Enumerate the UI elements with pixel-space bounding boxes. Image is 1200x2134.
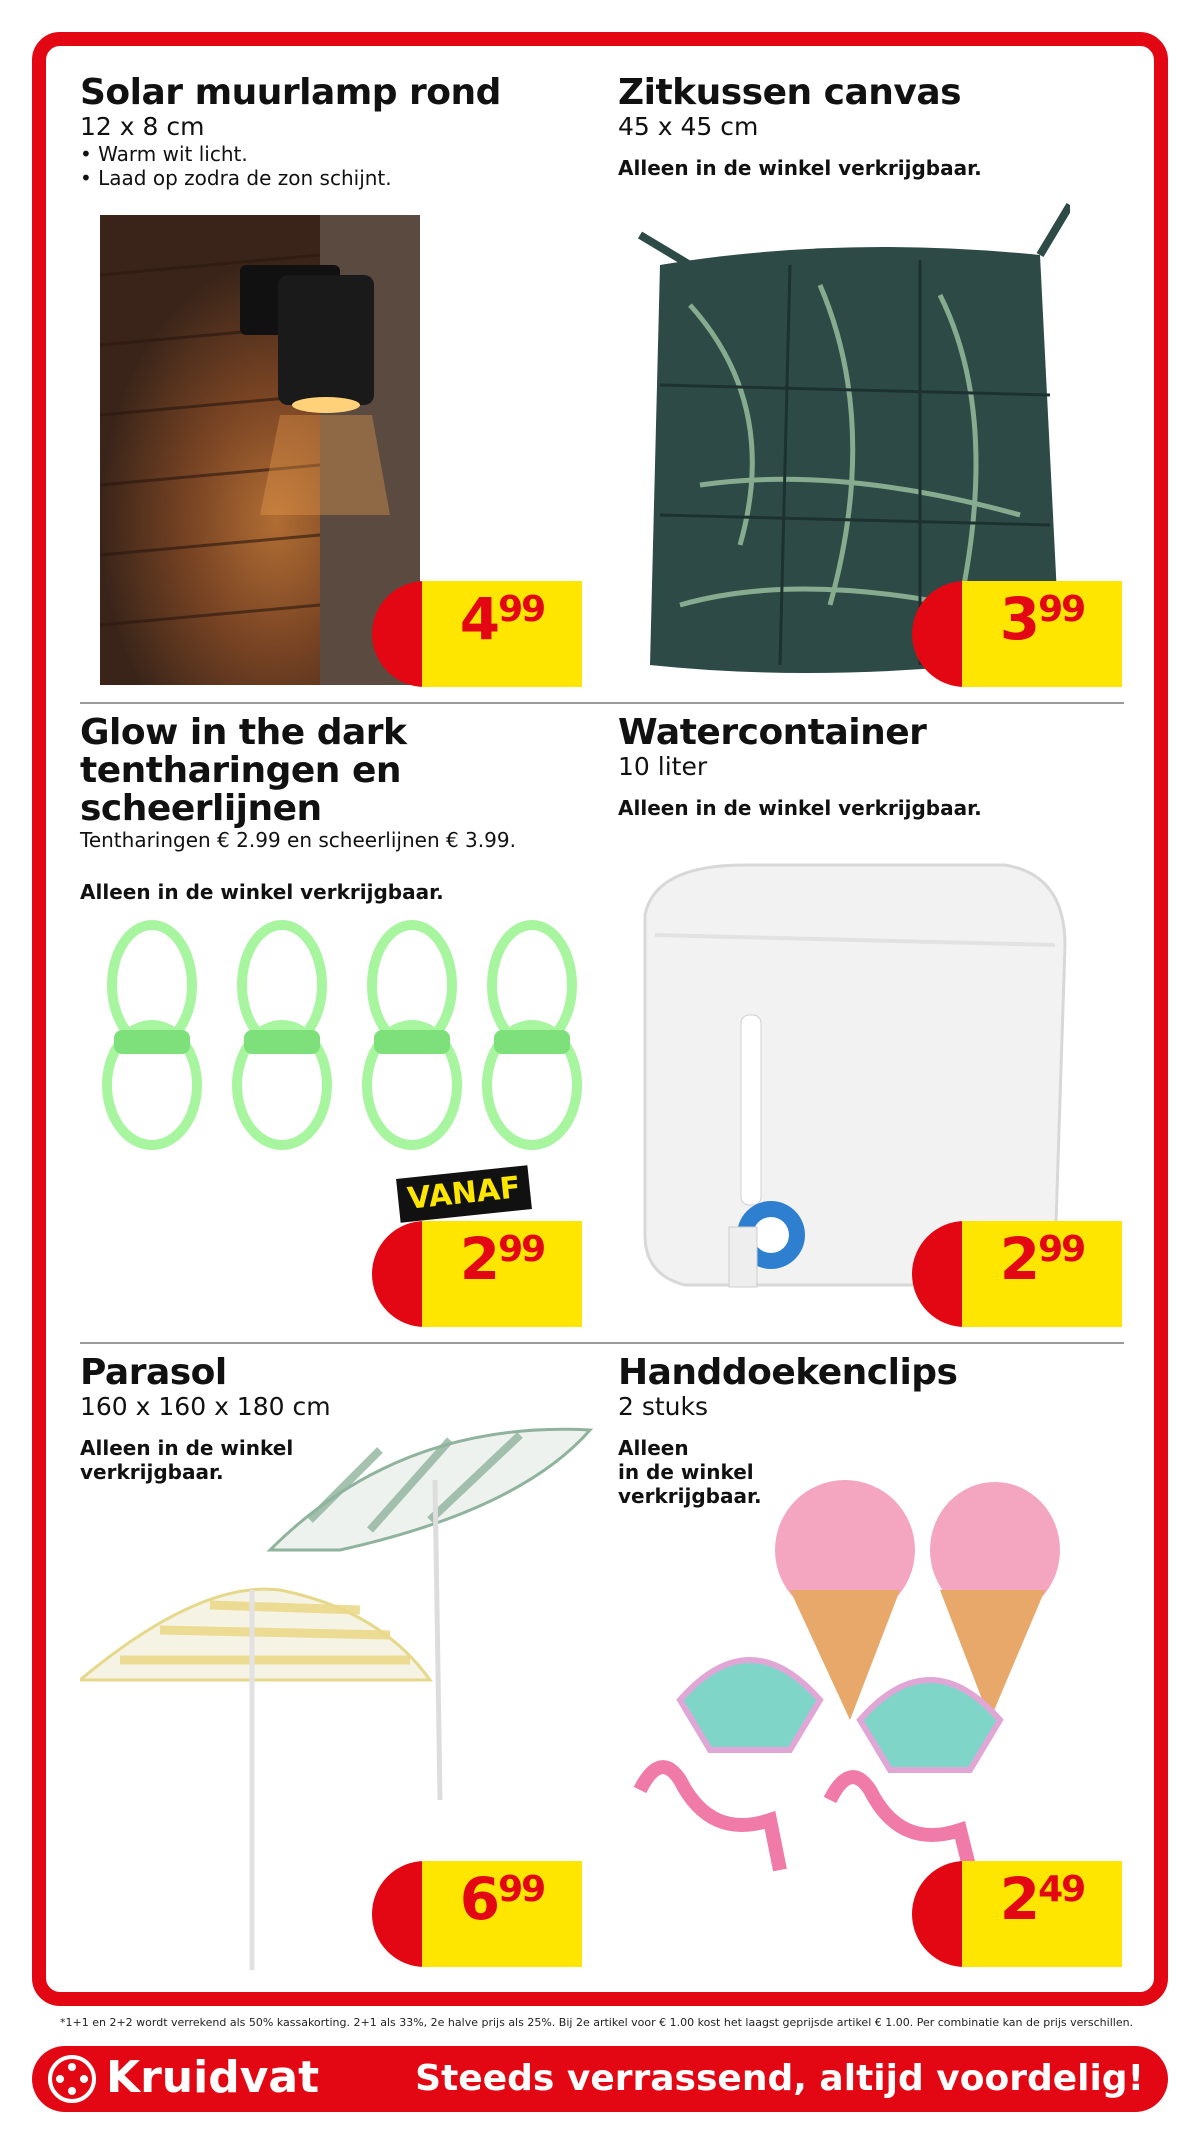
towel-clips-image bbox=[620, 1400, 1080, 1880]
product-title: Glow in the dark bbox=[80, 712, 407, 753]
product-size: 2 stuks bbox=[618, 1392, 709, 1421]
price-tag bbox=[372, 1861, 582, 1967]
product-size: 160 x 160 x 180 cm bbox=[80, 1392, 331, 1421]
product-size: 45 x 45 cm bbox=[618, 112, 759, 141]
product-title: tentharingen en scheerlijnen bbox=[80, 750, 401, 829]
product-note: verkrijgbaar. bbox=[618, 1484, 762, 1508]
price-main: 2 bbox=[459, 1225, 499, 1293]
price-tag bbox=[912, 1861, 1122, 1967]
product-note: Alleen in de winkel verkrijgbaar. bbox=[618, 796, 982, 820]
brand-name[interactable]: Kruidvat bbox=[106, 2052, 320, 2103]
product-detail: Tentharingen € 2.99 en scheerlijnen € 3.99. bbox=[80, 828, 516, 852]
price-cents: 99 bbox=[498, 1869, 545, 1910]
price-cents: 99 bbox=[498, 589, 545, 630]
product-note: in de winkel bbox=[618, 1460, 754, 1484]
price-cents: 99 bbox=[1038, 1229, 1085, 1270]
price-main: 2 bbox=[999, 1225, 1039, 1293]
price-main: 6 bbox=[459, 1865, 499, 1933]
product-bullet: • Warm wit licht. bbox=[80, 142, 248, 166]
slogan: Steeds verrassend, altijd voordelig! bbox=[415, 2058, 1144, 2099]
price-tag bbox=[372, 581, 582, 687]
price-main: 3 bbox=[999, 585, 1039, 653]
glow-ropes-image bbox=[92, 905, 592, 1155]
price-tag bbox=[912, 1221, 1122, 1327]
product-size: 10 liter bbox=[618, 752, 708, 781]
product-title: Handdoekenclips bbox=[618, 1352, 958, 1393]
price-cents: 99 bbox=[498, 1229, 545, 1270]
product-note: Alleen bbox=[618, 1436, 689, 1460]
price-cents: 49 bbox=[1038, 1869, 1085, 1910]
product-note: verkrijgbaar. bbox=[80, 1460, 224, 1484]
price-tag bbox=[912, 581, 1122, 687]
product-note: Alleen in de winkel verkrijgbaar. bbox=[618, 156, 982, 180]
product-note: Alleen in de winkel verkrijgbaar. bbox=[80, 880, 444, 904]
product-title: Zitkussen canvas bbox=[618, 72, 962, 113]
vanaf-label: VANAF bbox=[396, 1165, 532, 1223]
kruidvat-logo-icon bbox=[48, 2055, 96, 2103]
price-tag bbox=[372, 1221, 582, 1327]
product-bullet: • Laad op zodra de zon schijnt. bbox=[80, 166, 392, 190]
brand-bar bbox=[32, 2046, 1168, 2112]
product-title: Solar muurlamp rond bbox=[80, 72, 501, 113]
footnote: *1+1 en 2+2 wordt verrekend als 50% kassakorting. 2+1 als 33%, 2e halve prijs als 25%. Bij 2e artikel voor € 1.00 kost het laagst geprijsde artikel € 1.00. Per combinatie kan de prijs verschillen. bbox=[60, 2016, 1134, 2029]
price-main: 2 bbox=[999, 1865, 1039, 1933]
price-main: 4 bbox=[459, 585, 499, 653]
price-cents: 99 bbox=[1038, 589, 1085, 630]
product-size: 12 x 8 cm bbox=[80, 112, 205, 141]
product-title: Watercontainer bbox=[618, 712, 927, 753]
product-note: Alleen in de winkel bbox=[80, 1436, 294, 1460]
divider bbox=[80, 1342, 1124, 1344]
product-title: Parasol bbox=[80, 1352, 227, 1393]
divider bbox=[80, 702, 1124, 704]
